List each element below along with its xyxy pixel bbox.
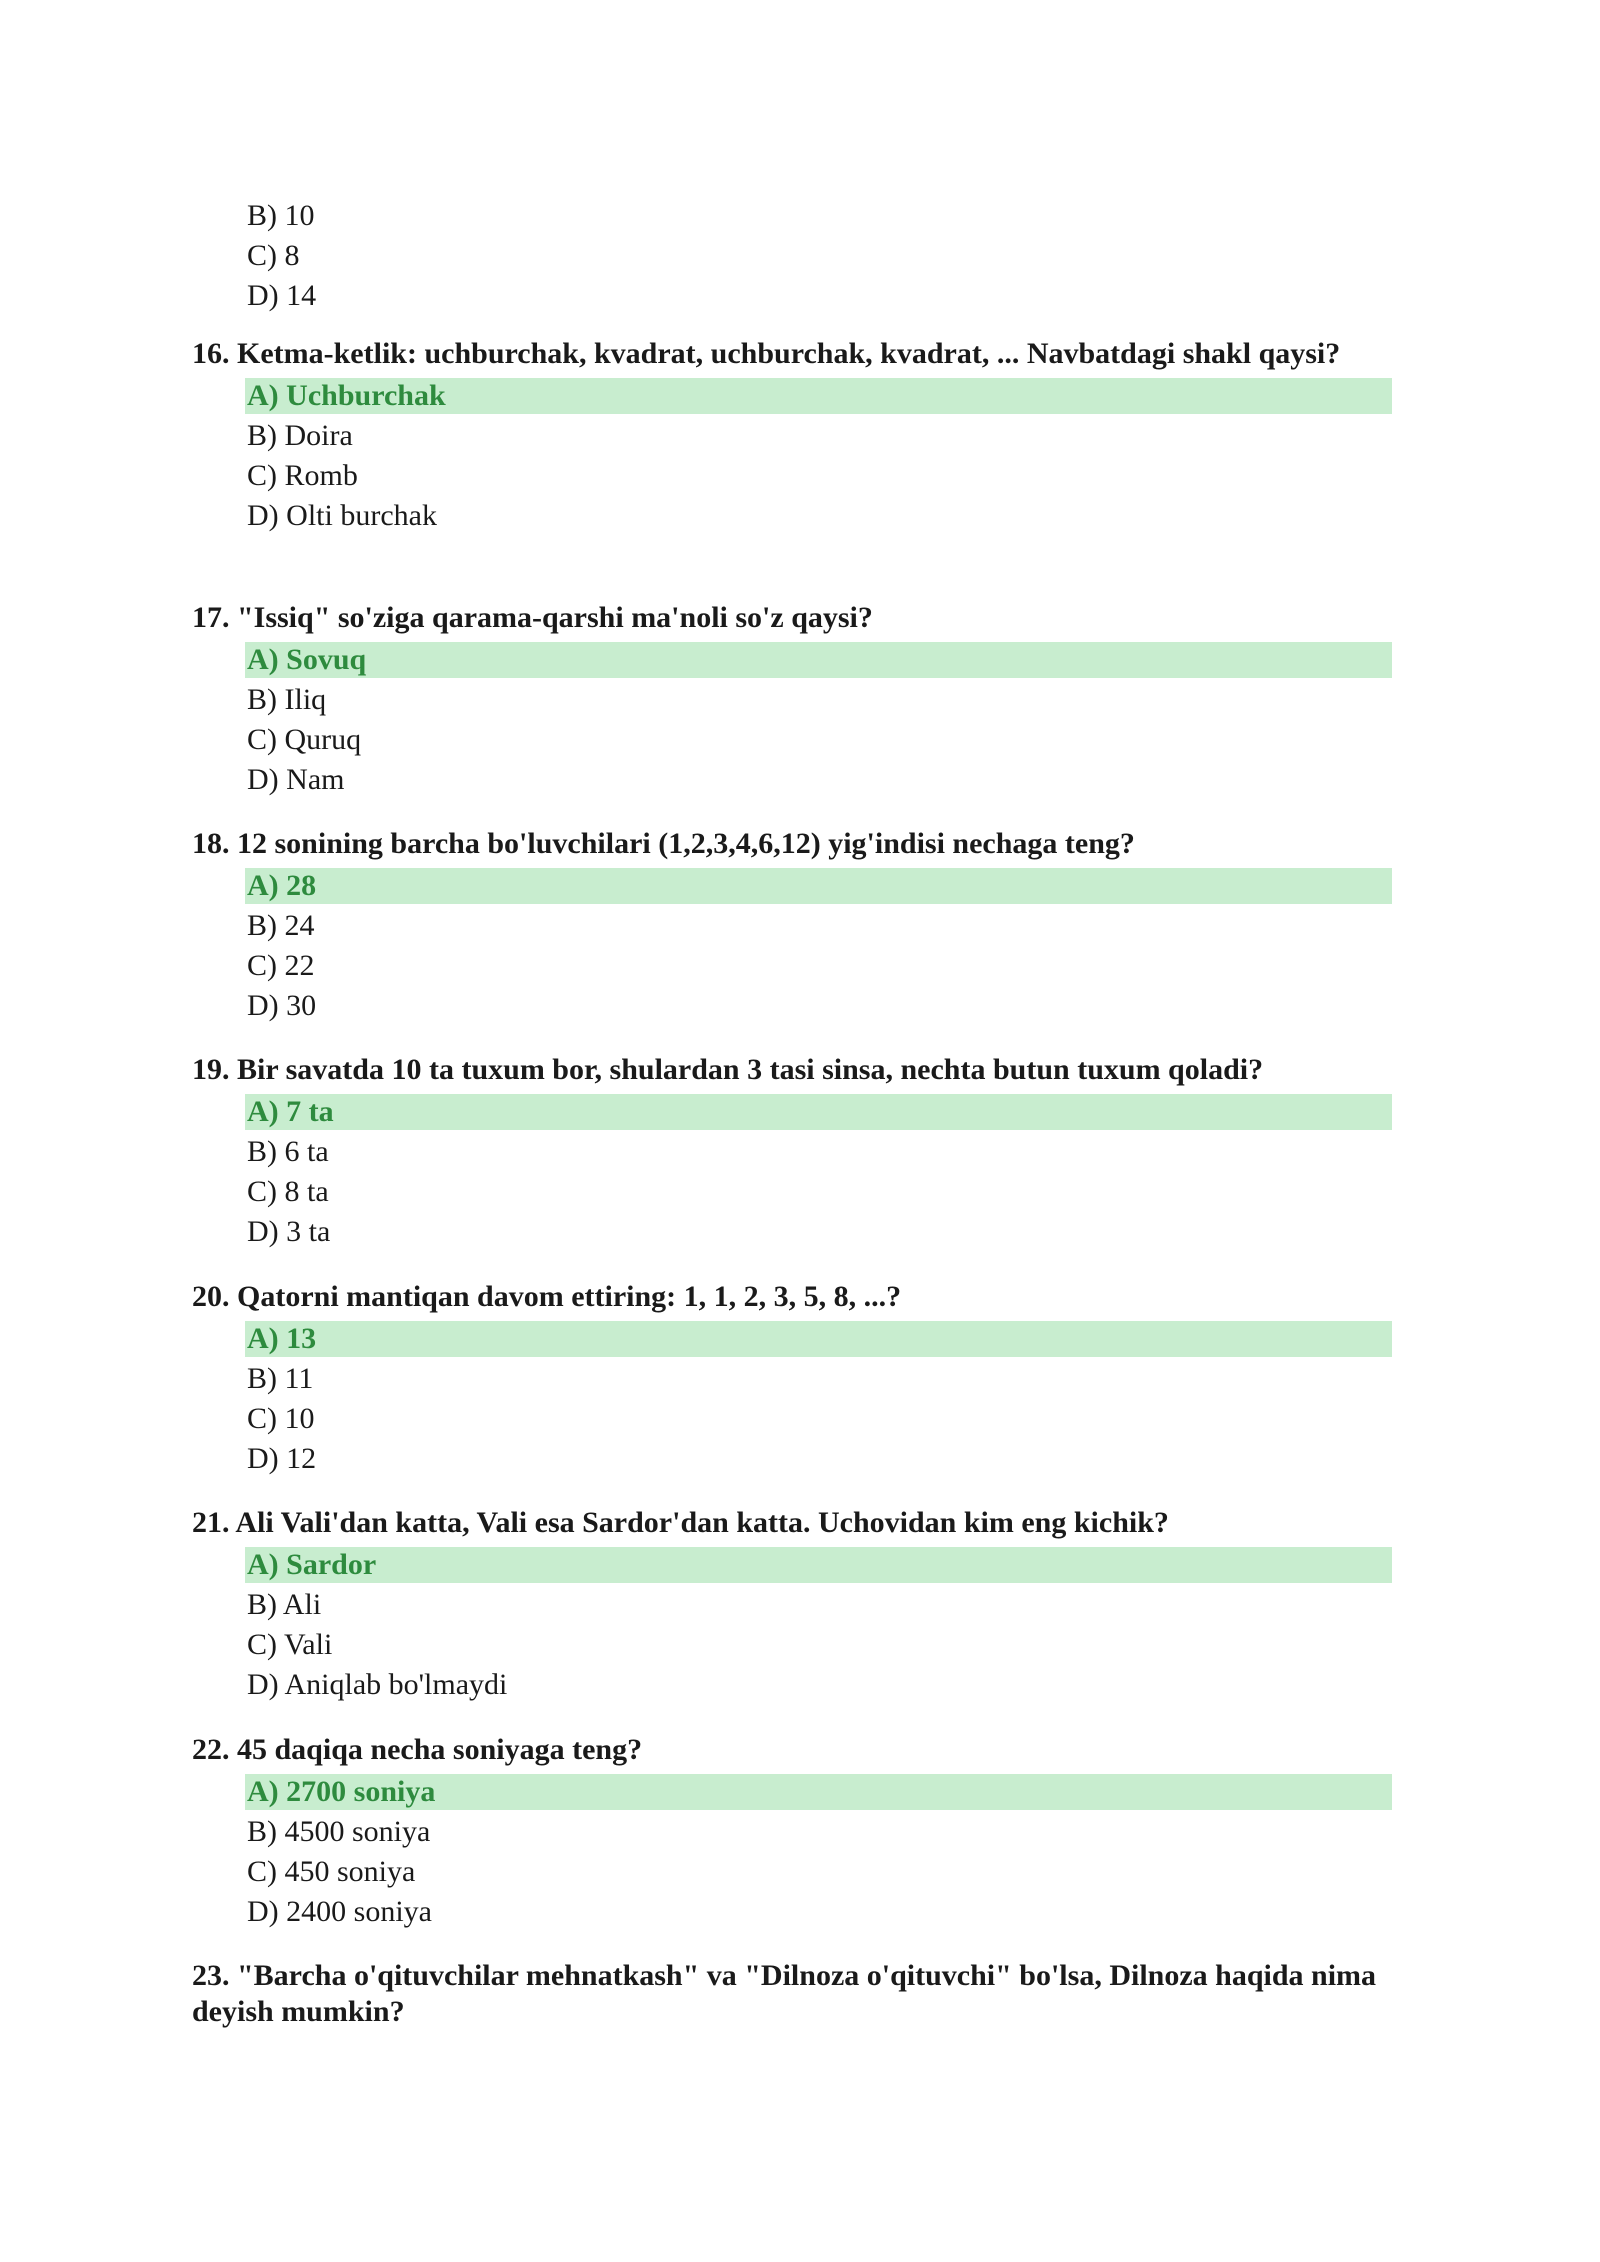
option-b: B) Iliq <box>247 683 327 716</box>
option-d: D) 2400 soniya <box>247 1895 432 1928</box>
option-b: B) 6 ta <box>247 1135 329 1168</box>
option-b: B) 24 <box>247 909 315 942</box>
option-list <box>192 378 1392 536</box>
option-a-correct: A) 7 ta <box>245 1094 1392 1130</box>
question-19 <box>192 1052 1392 1252</box>
option-b: B) Ali <box>247 1588 322 1621</box>
option-a-correct: A) Sovuq <box>245 642 1392 678</box>
option-a-correct: A) Sardor <box>245 1547 1392 1583</box>
option-a-correct: A) 2700 soniya <box>245 1774 1392 1810</box>
option-list <box>192 642 1392 800</box>
question-17 <box>192 600 1392 800</box>
question-23 <box>192 1958 1392 2030</box>
option-b: B) 10 <box>247 199 315 232</box>
option-c: C) Vali <box>247 1628 333 1661</box>
question-text: 17. "Issiq" so'ziga qarama-qarshi ma'noli so'z qaysi? <box>192 601 873 634</box>
continued-options <box>192 196 1392 316</box>
option-a-correct: A) 13 <box>245 1321 1392 1357</box>
question-22 <box>192 1732 1392 1932</box>
option-d: D) Nam <box>247 763 345 796</box>
option-c: C) 22 <box>247 949 315 982</box>
option-d: D) 12 <box>247 1442 317 1475</box>
option-a-correct: A) 28 <box>245 868 1392 904</box>
option-d: D) 14 <box>247 279 317 312</box>
option-b: B) 4500 soniya <box>247 1815 431 1848</box>
option-list <box>192 868 1392 1026</box>
option-d: D) Olti burchak <box>247 499 437 532</box>
option-a-correct: A) Uchburchak <box>245 378 1392 414</box>
option-list <box>192 1774 1392 1932</box>
question-text: 23. "Barcha o'qituvchilar mehnatkash" va "Dilnoza o'qituvchi" bo'lsa, Dilnoza haqida nima deyish mumkin? <box>192 1959 1377 2028</box>
question-text: 22. 45 daqiqa necha soniyaga teng? <box>192 1733 643 1766</box>
option-d: D) 3 ta <box>247 1215 331 1248</box>
question-21 <box>192 1505 1392 1705</box>
option-b: B) Doira <box>247 419 353 452</box>
question-20 <box>192 1279 1392 1479</box>
question-text: 18. 12 sonining barcha bo'luvchilari (1,2,3,4,6,12) yig'indisi nechaga teng? <box>192 827 1135 860</box>
option-c: C) Romb <box>247 459 358 492</box>
option-d: D) 30 <box>247 989 317 1022</box>
option-list <box>192 1094 1392 1252</box>
option-b: B) 11 <box>247 1362 314 1395</box>
option-c: C) Quruq <box>247 723 362 756</box>
question-text: 16. Ketma-ketlik: uchburchak, kvadrat, uchburchak, kvadrat, ... Navbatdagi shakl qaysi? <box>192 337 1341 370</box>
option-c: C) 8 <box>247 239 300 272</box>
option-c: C) 10 <box>247 1402 315 1435</box>
option-list <box>192 1547 1392 1705</box>
question-text: 21. Ali Vali'dan katta, Vali esa Sardor'dan katta. Uchovidan kim eng kichik? <box>192 1506 1169 1539</box>
question-16 <box>192 336 1392 536</box>
option-c: C) 8 ta <box>247 1175 329 1208</box>
option-list <box>192 1321 1392 1479</box>
question-18 <box>192 826 1392 1026</box>
question-text: 19. Bir savatda 10 ta tuxum bor, shulardan 3 tasi sinsa, nechta butun tuxum qoladi? <box>192 1053 1264 1086</box>
option-c: C) 450 soniya <box>247 1855 416 1888</box>
question-text: 20. Qatorni mantiqan davom ettiring: 1, 1, 2, 3, 5, 8, ...? <box>192 1280 902 1313</box>
option-list <box>192 196 1392 316</box>
option-d: D) Aniqlab bo'lmaydi <box>247 1668 508 1701</box>
